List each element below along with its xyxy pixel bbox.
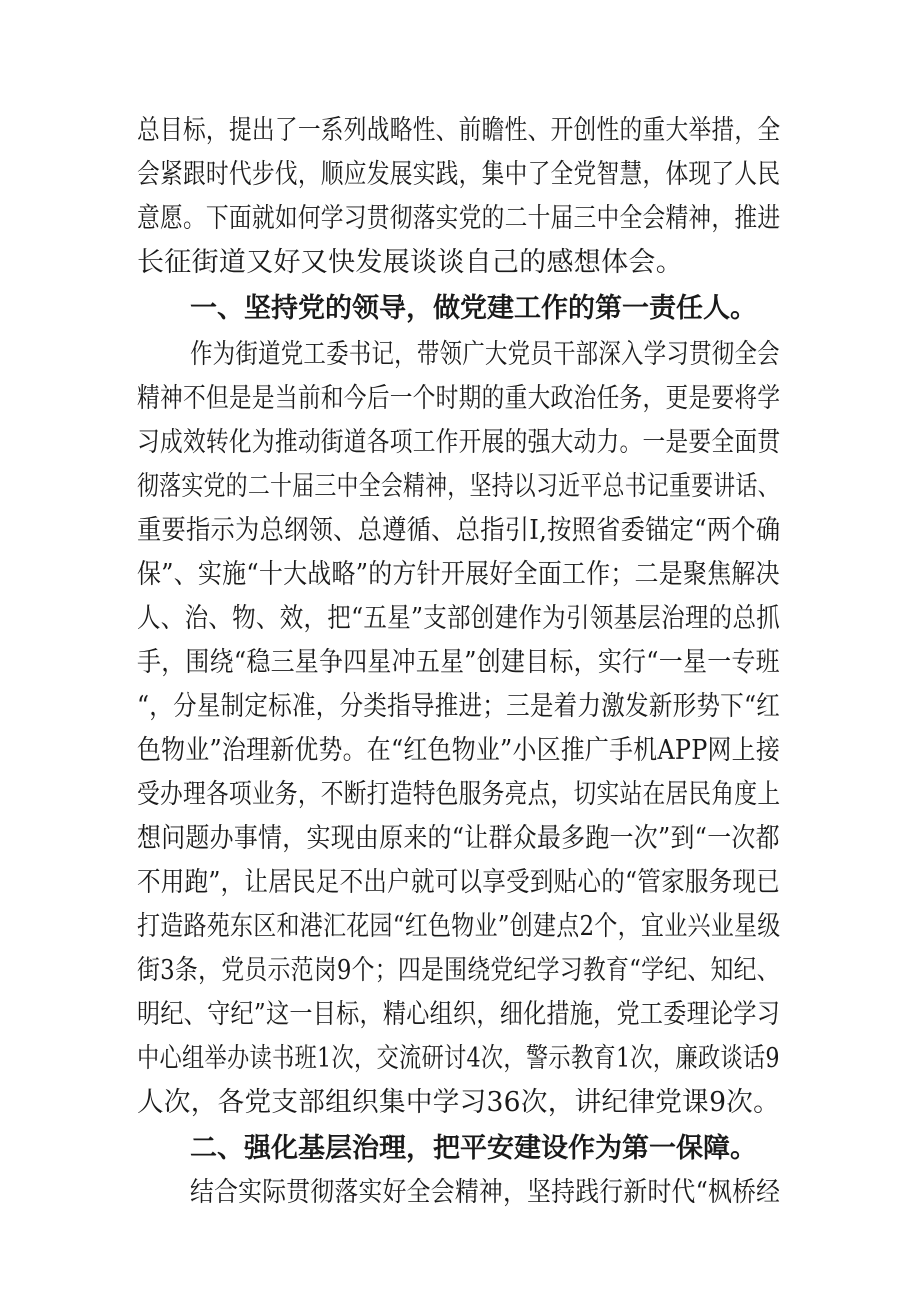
section-1-line-8: 手，围绕“稳三星争四星冲五星”创建目标，实行“一星一专班 [137, 647, 780, 678]
section-1-line-5: 重要指示为总纲领、总遵循、总指引I,按照省委锚定“两个确 [137, 515, 781, 546]
section-1-line-18: 人次，各党支部组织集中学习36次，讲纪律党课9次。 [137, 1087, 781, 1118]
section-1-line-4: 彻落实党的二十届三中全会精神，坚持以习近平总书记重要讲话、 [137, 471, 780, 502]
section-1-line-9: “，分星制定标准，分类指导推进；三是着力激发新形势下“红 [137, 691, 781, 722]
intro-line-2: 会紧跟时代步伐，顺应发展实践，集中了全党智慧，体现了人民 [137, 159, 781, 190]
section-1-line-10: 色物业”治理新优势。在“红色物业”小区推广手机APP网上接 [137, 735, 780, 766]
section-1-line-13: 不用跑”，让居民足不出户就可以享受到贴心的“管家服务现已 [137, 867, 781, 898]
section-2-heading: 二、强化基层治理，把平安建设作为第一保障。 [190, 1133, 757, 1164]
section-1-line-11: 受办理各项业务，不断打造特色服务亮点，切实站在居民角度上 [137, 779, 781, 810]
section-1-line-7: 人、治、物、效，把“五星”支部创建作为引领基层治理的总抓 [137, 603, 781, 634]
section-1-line-12: 想问题办事情，实现由原来的“让群众最多跑一次”到“一次都 [137, 823, 780, 854]
section-1-line-1: 作为街道党工委书记，带领广大党员干部深入学习贯彻全会 [190, 339, 780, 370]
section-1-line-17: 中心组举办读书班1次，交流研讨4次，警示教育1次，廉政谈话9 [137, 1043, 780, 1074]
section-1-line-15: 街3条，党员示范岗9个；四是围绕党纪学习教育“学纪、知纪、 [137, 955, 780, 986]
intro-line-1: 总目标，提出了一系列战略性、前瞻性、开创性的重大举措，全 [137, 115, 781, 146]
section-1-heading: 一、坚持党的领导，做党建工作的第一责任人。 [190, 293, 757, 324]
section-1-line-16: 明纪、守纪”这一目标，精心组织，细化措施，党工委理论学习 [137, 999, 781, 1030]
section-2-line-1: 结合实际贯彻落实好全会精神，坚持践行新时代“枫桥经 [190, 1177, 781, 1208]
section-1-line-3: 习成效转化为推动街道各项工作开展的强大动力。一是要全面贯 [137, 427, 781, 458]
section-1-line-2: 精神不但是是当前和今后一个时期的重大政治任务，更是要将学 [137, 383, 781, 414]
section-1-line-6: 保”、实施“十大战略”的方针开展好全面工作；二是聚焦解决 [137, 559, 780, 590]
section-1-line-14: 打造路苑东区和港汇花园“红色物业”创建点2个，宜业兴业星级 [137, 911, 781, 942]
intro-line-3: 意愿。下面就如何学习贯彻落实党的二十届三中全会精神，推进 [137, 203, 781, 234]
intro-line-4: 长征街道又好又快发展谈谈自己的感想体会。 [137, 247, 683, 278]
